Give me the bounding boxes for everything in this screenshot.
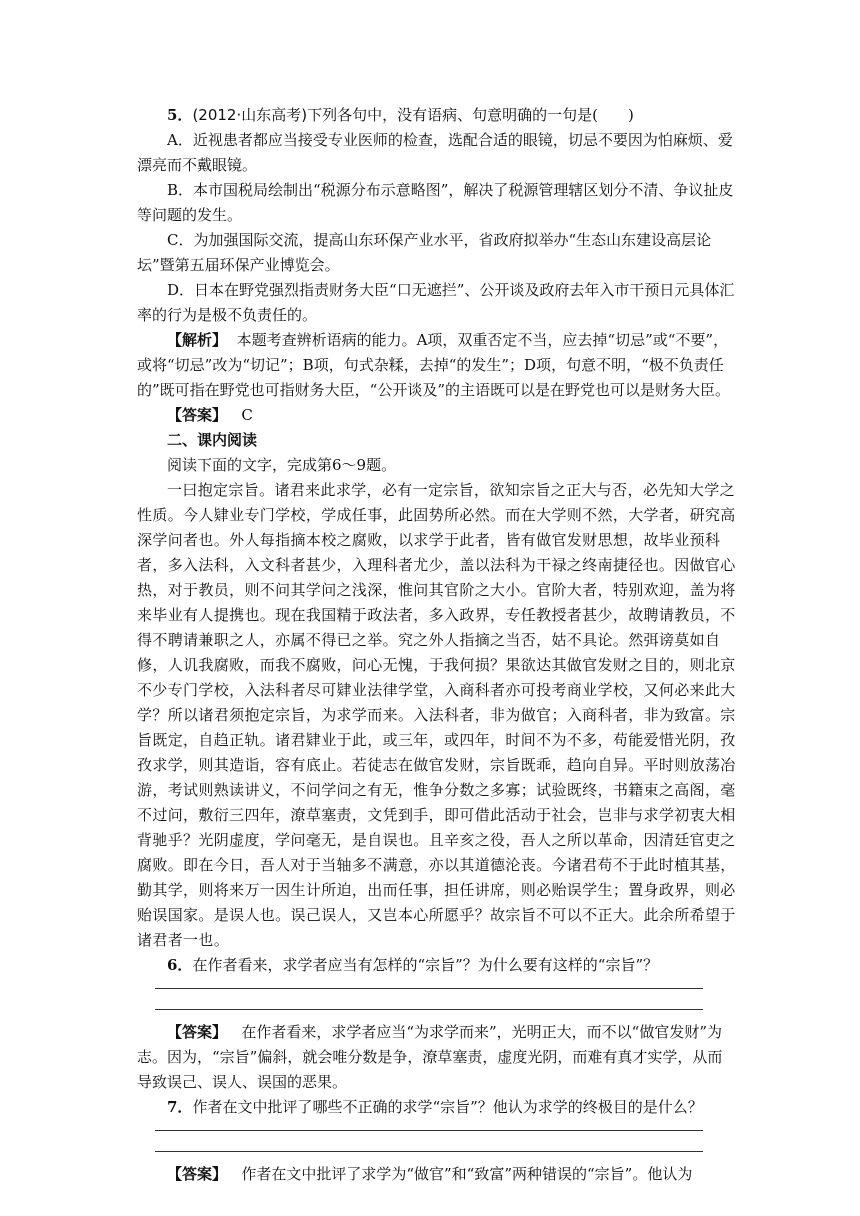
question-7-answer bbox=[137, 1162, 737, 1187]
question-7-number: 7． bbox=[167, 1098, 193, 1116]
analysis-label: 【解析】 bbox=[167, 331, 228, 349]
reading-passage: 一曰抱定宗旨。诸君来此求学，必有一定宗旨，欲知宗旨之正大与否，必先知大学之性质。今人肄业专门学校，学成任事，此固势所必然。而在大学则不然，大学者，研究高深学问者也。外人每指摘本校之腐败，以求学于此者，皆有做官发财思想，故毕业预科者，多入法科，入文科者甚少，入理科者尤少，盖以法科为干禄之终南捷径也。因做官心热，对于教员，则不问其学问之浅深，惟问其官阶之大小。官阶大者，特别欢迎，盖为将来毕业有人提携也。现在我国精于政法者，多入政界，专任教授者甚少，故聘请教员，不得不聘请兼职之人，亦属不得已之举。究之外人指摘之当否，姑不具论。然弭谤莫如自修，人讥我腐败，而我不腐败，问心无愧，于我何损？果欲达其做官发财之目的，则北京不少专门学校，入法科者尽可肄业法律学堂，入商科者亦可投考商业学校，又何必来此大学？所以诸君须抱定宗旨，为求学而来。入法科者，非为做官；入商科者，非为致富。宗旨既定，自趋正轨。诸君肄业于此，或三年，或四年，时间不为不多，苟能爱惜光阴，孜孜求学，则其造诣，容有底止。若徒志在做官发财，宗旨既乖，趋向自异。平时则放荡冶游，考试则熟读讲义，不问学问之有无，惟争分数之多寡；试验既终，书籍束之高阁，毫不过问，敷衍三四年，潦草塞责，文凭到手，即可借此活动于社会，岂非与求学初衷大相背驰乎？光阴虚度，学问毫无，是自误也。且辛亥之役，吾人之所以革命，因清廷官吏之腐败。即在今日，吾人对于当轴多不满意，亦以其道德沦丧。今诸君苟不于此时植其基，勤其学，则将来万一因生计所迫，出而任事，担任讲席，则必贻误学生；置身政界，则必贻误国家。是误人也。误己误人，又岂本心所愿乎？故宗旨不可以不正大。此余所希望于诸君者一也。 bbox=[137, 481, 736, 949]
question-5-number: 5． bbox=[167, 106, 193, 124]
option-a: A．近视患者都应当接受专业医师的检查，选配合适的眼镜，切忌不要因为怕麻烦、爱漂亮而不戴眼镜。 bbox=[137, 131, 733, 174]
answer-text: 在作者看来，求学者应当“为求学而来”，光明正大，而不以“做官发财”为志。因为，“宗旨”偏斜，就会唯分数是争，潦草塞责，虚度光阴，而难有真才实学，从而导致误己、误人、误国的恶果。 bbox=[137, 1023, 723, 1091]
question-5-answer bbox=[137, 403, 737, 428]
section-title: 二、课内阅读 bbox=[167, 431, 258, 449]
answer-blank-line bbox=[155, 1151, 703, 1152]
answer-blank-line bbox=[155, 1130, 703, 1131]
question-7-text: 作者在文中批评了哪些不正确的求学“宗旨”？他认为求学的终极目的是什么？ bbox=[192, 1098, 703, 1116]
answer-blank-line bbox=[155, 988, 703, 989]
question-6-number: 6． bbox=[167, 956, 193, 974]
question-5-source: (2012·山东高考) bbox=[192, 106, 308, 124]
answer-blank-line bbox=[155, 1009, 703, 1010]
question-5-analysis bbox=[137, 328, 737, 403]
answer-label: 【答案】 bbox=[167, 406, 228, 424]
option-d: D．日本在野党强烈指责财务大臣“口无遮拦”、公开谈及政府去年入市干预日元具体汇率的行为是极不负责任的。 bbox=[137, 281, 735, 324]
answer-text: C bbox=[241, 406, 253, 424]
question-6-answer bbox=[137, 1020, 737, 1095]
option-b: B．本市国税局绘制出“税源分布示意略图”，解决了税源管理辖区划分不清、争议扯皮等问题的发生。 bbox=[137, 181, 734, 224]
reading-instruction: 阅读下面的文字，完成第6～9题。 bbox=[167, 456, 397, 474]
analysis-text: 本题考查辨析语病的能力。A项，双重否定不当，应去掉“切忌”或“不要”，或将“切忌”改为“切记”；B项，句式杂糅，去掉“的发生”；D项，句意不明，“极不负责任的”既可指在野党也可指财务大臣，“公开谈及”的主语既可以是在野党也可以是财务大臣。 bbox=[137, 331, 731, 399]
question-7 bbox=[137, 1095, 737, 1120]
answer-label: 【答案】 bbox=[167, 1023, 228, 1041]
option-c: C．为加强国际交流，提高山东环保产业水平，省政府拟举办“生态山东建设高层论坛”暨第五届环保产业博览会。 bbox=[137, 231, 712, 274]
answer-label: 【答案】 bbox=[167, 1165, 228, 1183]
question-5-stem: 下列各句中，没有语病、句意明确的一句是( ) bbox=[307, 106, 634, 124]
question-6-text: 在作者看来，求学者应当有怎样的“宗旨”？为什么要有这样的“宗旨”？ bbox=[192, 956, 659, 974]
question-5 bbox=[137, 103, 737, 128]
answer-text: 作者在文中批评了求学为“做官”和“致富”两种错误的“宗旨”。他认为 bbox=[241, 1165, 693, 1183]
page-content bbox=[137, 103, 737, 1187]
question-6 bbox=[137, 953, 737, 978]
